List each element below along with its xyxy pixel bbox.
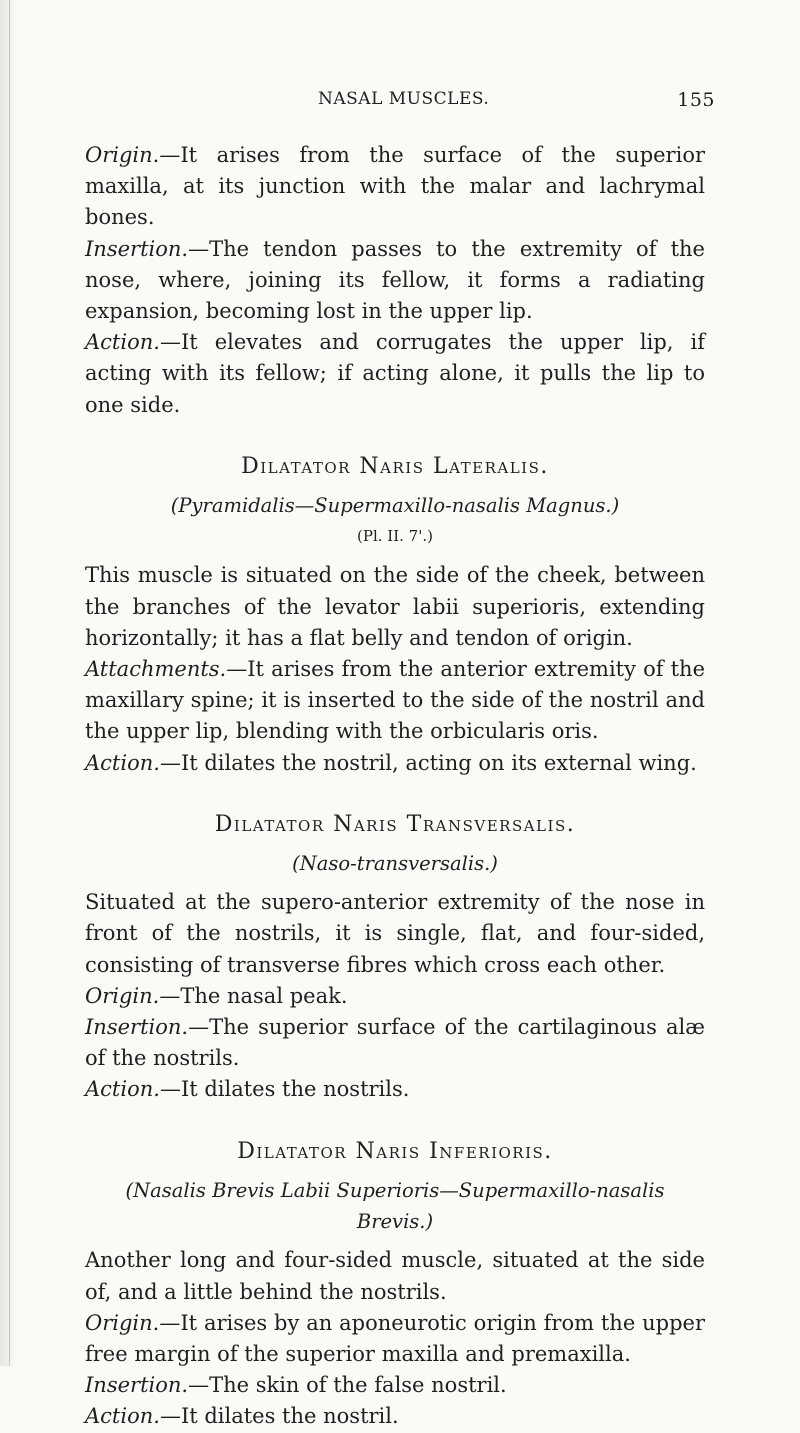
origin-label: Origin. [85,1310,160,1335]
inferioris-insertion-paragraph: Insertion.—The skin of the false nostril. [85,1373,507,1398]
action-label: Action. [85,750,160,775]
section-synonym-lateralis: (Pyramidalis—Supermaxillo-nasalis Magnus.) [170,494,620,518]
origin-label: Origin. [85,143,160,167]
intro-insertion-paragraph: Insertion.—The tendon passes to the extremity of the nose, where, joining its fellow, it forms a radiating expansion, becoming lost in the upper lip. [85,236,705,324]
action-label: Action. [85,1404,160,1429]
action-label: Action. [85,330,160,355]
attachments-label: Attachments. [85,657,227,682]
inferioris-description: Another long and four-sided muscle, situated at the side of, and a little behind the nostrils. [85,1248,705,1304]
lateralis-action-paragraph: Action.—It dilates the nostril, acting on its external wing. [85,750,697,775]
intro-origin-paragraph: Origin.—It arises from the surface of the superior maxilla, at its junction with the malar and lachrymal bones. [85,143,705,230]
inferioris-action-paragraph: Action.—It dilates the nostril. [85,1404,399,1429]
page-number: 155 [677,89,715,111]
transversalis-insertion-paragraph: Insertion.—The superior surface of the cartilaginous alæ of the nostrils. [85,1015,705,1071]
lateralis-attachments-paragraph: Attachments.—It arises from the anterior extremity of the maxillary spine; it is inserted to the side of the nostril and the upper lip, blending with the orbicularis oris. [85,657,705,744]
page-body [85,140,705,1433]
transversalis-description: Situated at the supero-anterior extremity of the nose in front of the nostrils, it is single, flat, and four-sided, consisting of transverse fibres which cross each other. [85,890,705,977]
inferioris-origin-paragraph: Origin.—It arises by an aponeurotic origin from the upper free margin of the superior maxilla and premaxilla. [85,1310,705,1366]
origin-label: Origin. [85,983,160,1008]
section-heading-inferioris: Dilatator Naris Inferioris. [237,1138,553,1164]
lateralis-description: This muscle is situated on the side of the cheek, between the branches of the levator labii superioris, extending horizontally; it has a flat belly and tendon of origin. [85,563,705,650]
insertion-label: Insertion. [85,1015,189,1040]
page-binding-edge [0,0,18,1366]
action-label: Action. [85,1077,160,1102]
section-heading-lateralis: Dilatator Naris Lateralis. [241,453,549,479]
running-title: NASAL MUSCLES. [318,89,490,109]
insertion-label: Insertion. [85,236,189,261]
plate-reference: (Pl. II. 7'.) [357,527,433,546]
insertion-label: Insertion. [85,1373,189,1398]
section-heading-transversalis: Dilatator Naris Transversalis. [214,811,576,837]
intro-action-paragraph: Action.—It elevates and corrugates the upper lip, if acting with its fellow; if acting alone, it pulls the lip to one side. [85,330,705,417]
section-synonym-inferioris: (Nasalis Brevis Labii Superioris—Supermaxillo-nasalis Brevis.) [125,1178,665,1234]
transversalis-origin-paragraph: Origin.—The nasal peak. [85,983,348,1008]
transversalis-action-paragraph: Action.—It dilates the nostrils. [85,1077,410,1102]
section-synonym-transversalis: (Naso-transversalis.) [292,852,498,876]
